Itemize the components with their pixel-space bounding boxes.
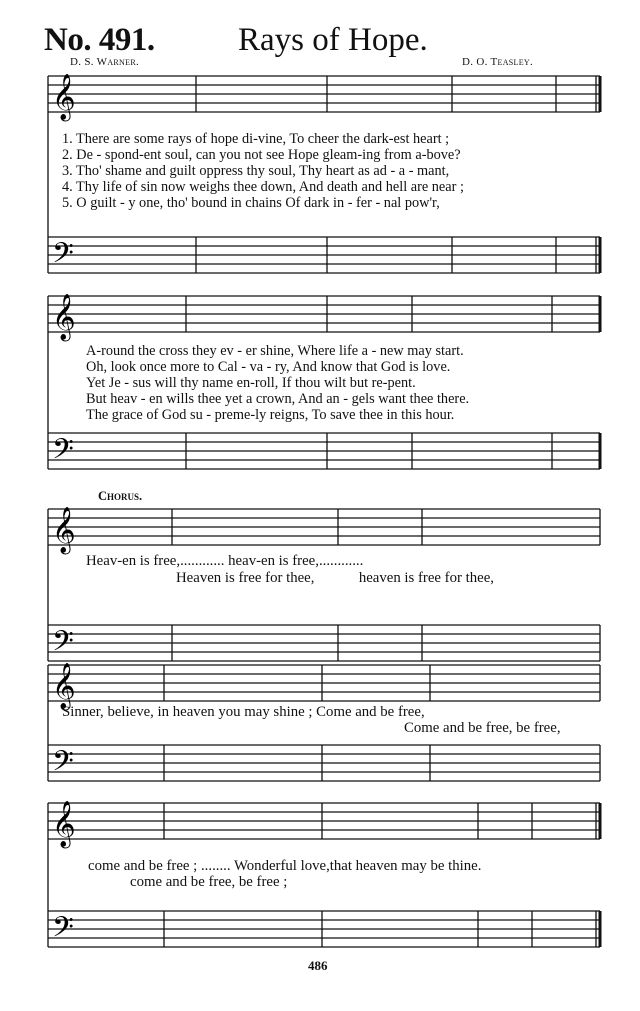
treble-clef-icon: 𝄞 (52, 507, 76, 553)
page-number: 486 (308, 958, 328, 973)
bass-clef-icon: 𝄢 (52, 237, 74, 277)
chorus-lyric-1-upper: Heav-en is free,............ heav-en is free,............ (86, 553, 364, 569)
verse-line-1-3: 3. Tho' shame and guilt oppress thy soul, Thy heart as ad - a - mant, (62, 163, 450, 179)
hymn-title: Rays of Hope. (238, 22, 428, 58)
treble-clef-icon: 𝄞 (52, 663, 76, 709)
verse-line-2-4: But heav - en wills thee yet a crown, And an - gels want thee there. (86, 391, 470, 407)
staff-system-2-bass (48, 433, 600, 469)
treble-clef-icon: 𝄞 (52, 294, 76, 340)
staff-system-1-bass (48, 237, 600, 273)
chorus-label: Chorus. (98, 489, 143, 503)
chorus-lyric-3-lower: come and be free, be free ; (130, 874, 288, 890)
verse-line-1-5: 5. O guilt - y one, tho' bound in chains Of dark in - fer - nal pow'r, (62, 195, 440, 211)
bass-clef-icon: 𝄢 (52, 433, 74, 473)
staff-system-5-bass (48, 911, 600, 947)
staff-system-3-bass (48, 625, 600, 661)
staff-system-4-bass (48, 745, 600, 781)
bass-clef-icon: 𝄢 (52, 911, 74, 951)
chorus-lyric-1-lower: Heaven is free for thee, heaven is free for thee, (176, 570, 494, 586)
treble-clef-icon: 𝄞 (52, 801, 76, 847)
bass-clef-icon: 𝄢 (52, 745, 74, 785)
verse-line-2-2: Oh, look once more to Cal - va - ry, And know that God is love. (86, 359, 451, 375)
verse-line-2-5: The grace of God su - preme-ly reigns, To save thee in this hour. (86, 407, 455, 423)
bass-clef-icon: 𝄢 (52, 625, 74, 665)
verse-line-1-2: 2. De - spond-ent soul, can you not see Hope gleam-ing from a-bove? (62, 147, 461, 163)
composer-credit-right: D. O. Teasley. (462, 56, 534, 68)
chorus-lyric-3-upper: come and be free ; ........ Wonderful love,that heaven may be thine. (88, 858, 482, 874)
verse-line-1-4: 4. Thy life of sin now weighs thee down, And death and hell are near ; (62, 179, 464, 195)
verse-line-2-3: Yet Je - sus will thy name en-roll, If thou wilt but re-pent. (86, 375, 416, 391)
verse-line-1-1: 1. There are some rays of hope di-vine, To cheer the dark-est heart ; (62, 131, 450, 147)
chorus-lyric-2-lower: Come and be free, be free, (404, 720, 561, 736)
treble-clef-icon: 𝄞 (52, 74, 76, 120)
hymn-number: No. 491. (44, 22, 155, 58)
verse-line-2-1: A-round the cross they ev - er shine, Where life a - new may start. (86, 343, 464, 359)
chorus-lyric-2-upper: Sinner, believe, in heaven you may shine ; Come and be free, (62, 704, 425, 720)
composer-credit-left: D. S. Warner. (70, 56, 140, 68)
